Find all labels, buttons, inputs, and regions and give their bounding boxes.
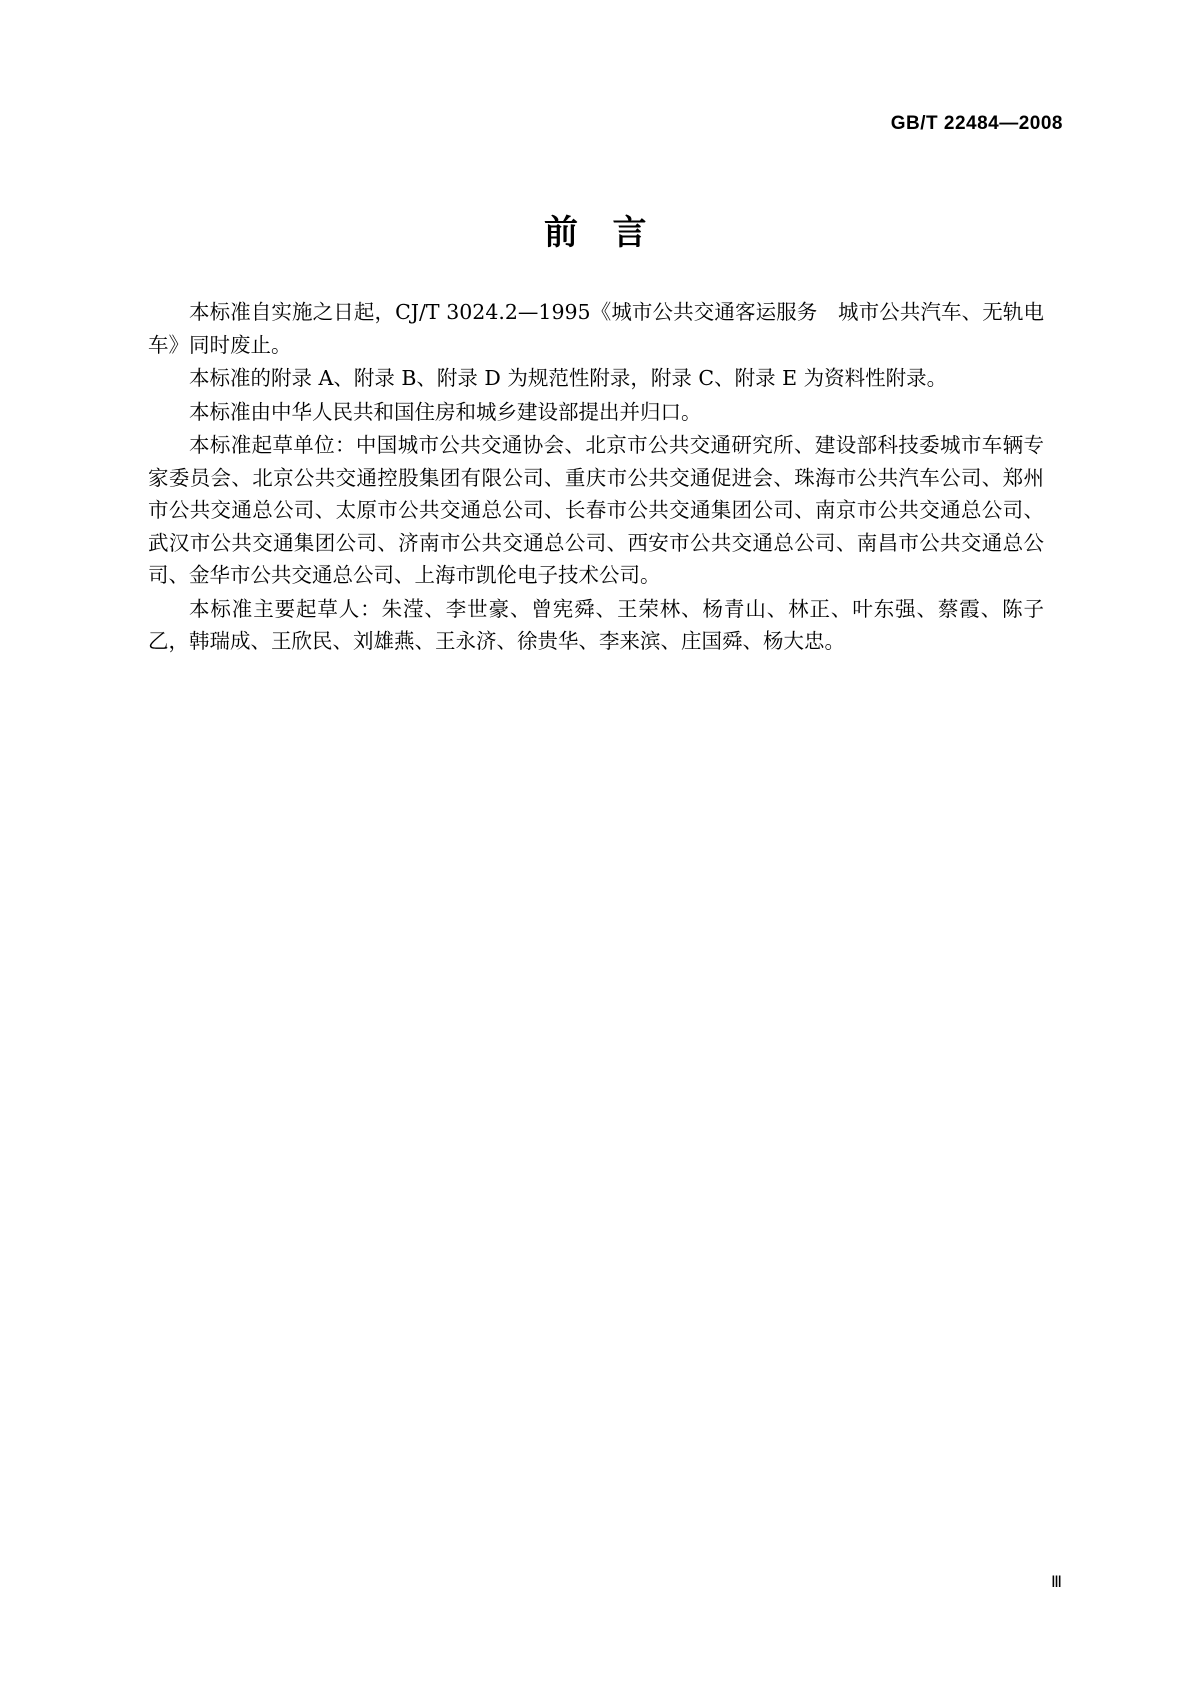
page-number: Ⅲ	[1050, 1574, 1063, 1591]
foreword-body	[148, 296, 1044, 659]
paragraph-4: 本标准起草单位：中国城市公共交通协会、北京市公共交通研究所、建设部科技委城市车辆专家委员会、北京公共交通控股集团有限公司、重庆市公共交通促进会、珠海市公共汽车公司、郑州市公共交通总公司、太原市公共交通总公司、长春市公共交通集团公司、南京市公共交通总公司、武汉市公共交通集团公司、济南市公共交通总公司、西安市公共交通总公司、南昌市公共交通总公司、金华市公共交通总公司、上海市凯伦电子技术公司。	[148, 433, 1044, 587]
page-title-char-2: 言	[612, 213, 647, 253]
paragraph-3: 本标准由中华人民共和国住房和城乡建设部提出并归口。	[189, 399, 702, 424]
standard-code-header: GB/T 22484—2008	[890, 113, 1063, 134]
paragraph-1: 本标准自实施之日起，CJ/T 3024.2—1995《城市公共交通客运服务 城市公共汽车、无轨电车》同时废止。	[148, 300, 1044, 357]
paragraph-2: 本标准的附录 A、附录 B、附录 D 为规范性附录，附录 C、附录 E 为资料性附录。	[189, 366, 948, 390]
page-title	[0, 205, 1191, 254]
paragraph-5: 本标准主要起草人：朱滢、李世豪、曾宪舜、王荣林、杨青山、林正、叶东强、蔡霞、陈子乙，韩瑞成、王欣民、刘雄燕、王永济、徐贵华、李来滨、庄国舜、杨大忠。	[148, 596, 1044, 653]
page-title-char-1: 前	[544, 213, 579, 253]
